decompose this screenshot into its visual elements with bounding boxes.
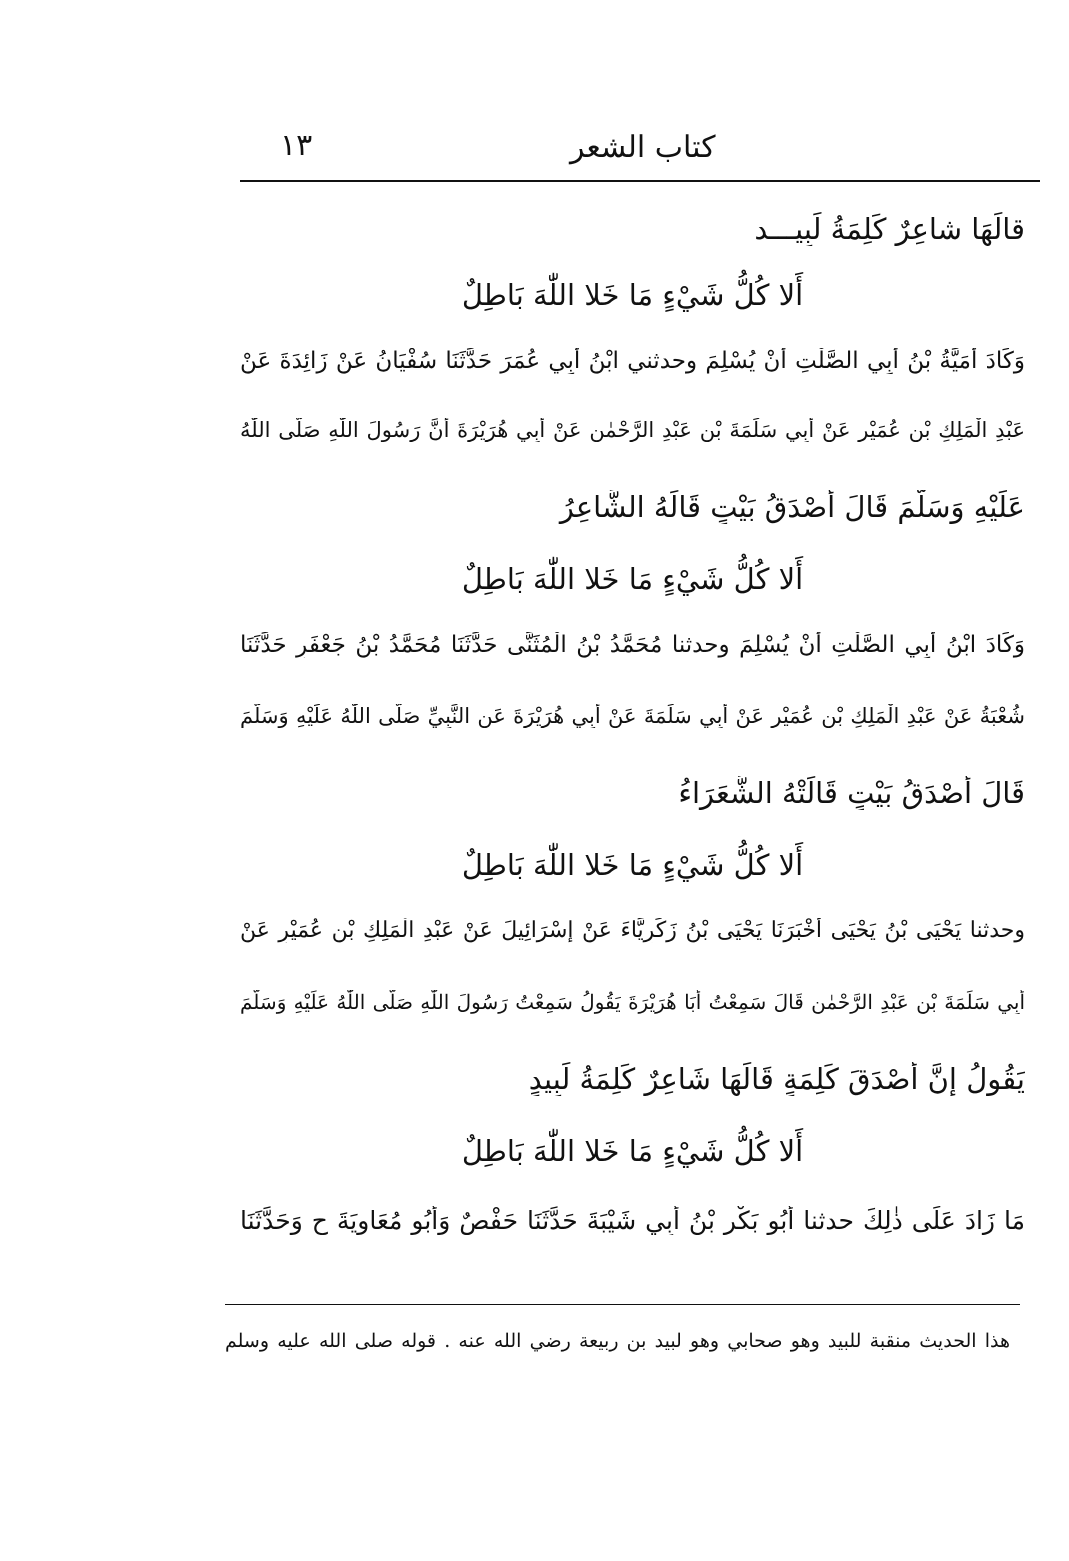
text-line: قالَهَا شاعِرٌ كَلِمَةُ لَبِيـــد (754, 212, 1025, 246)
verse-line: أَلا كُلُّ شَيْءٍ مَا خَلا اللّٰهَ بَاطِلٌ (461, 562, 804, 596)
verse-line: أَلا كُلُّ شَيْءٍ مَا خَلا اللّٰهَ بَاطِلٌ (461, 278, 804, 312)
text-line: مَا زَادَ عَلَى ذٰلِكَ حدثنا أَبُو بَكْرِ بْنُ أَبِي شَيْبَةَ حَدَّثَنَا حَفْصٌ وَأَبُو مُعَاوِيَةَ ح وَحَدَّثَنَا (240, 1206, 1025, 1235)
text-line: يَقُولُ إِنَّ أَصْدَقَ كَلِمَةٍ قَالَهَا شَاعِرٌ كَلِمَةُ لَبِيدٍ (528, 1062, 1025, 1096)
header-divider (240, 180, 1040, 182)
text-line: قَالَ أَصْدَقُ بَيْتٍ قَالَتْهُ الشُّعَرَاءُ (678, 776, 1025, 810)
text-line: شُعْبَةُ عَنْ عَبْدِ الْمَلِكِ بْنِ عُمَيْرٍ عَنْ أَبِي سَلَمَةَ عَنْ أَبِي هُرَيْرَةَ عَنِ النَّبِيِّ صَلَّى اللّٰهُ عَلَيْهِ وَسَلَّمَ (240, 704, 1025, 728)
text-line: وَكَادَ أُمَيَّةُ بْنُ أَبِي الصَّلْتِ أَنْ يُسْلِمَ وحدثني ابْنُ أَبِي عُمَرَ حَدَّثَنَا سُفْيَانُ عَنْ زَائِدَةَ عَنْ (240, 348, 1025, 374)
text-line: وَكَادَ ابْنُ أَبِي الصَّلْتِ أَنْ يُسْلِمَ وحدثنا مُحَمَّدُ بْنُ الْمُثَنَّى حَدَّثَنَا مُحَمَّدُ بْنُ جَعْفَرٍ حَدَّثَنَا (240, 632, 1025, 658)
text-line: أَبِي سَلَمَةَ بْنِ عَبْدِ الرَّحْمٰنِ قَالَ سَمِعْتُ أَبَا هُرَيْرَةَ يَقُولُ سَمِعْتُ رَسُولَ اللّٰهِ صَلَّى اللّٰهُ عَلَيْهِ وَسَلَّمَ (240, 990, 1025, 1014)
text-line: وحدثنا يَحْيَى بْنُ يَحْيَى أَخْبَرَنَا يَحْيَى بْنُ زَكَرِيَّاءَ عَنْ إِسْرَائِيلَ عَنْ عَبْدِ الْمَلِكِ بْنِ عُمَيْرٍ عَنْ (240, 918, 1025, 943)
verse-line: أَلا كُلُّ شَيْءٍ مَا خَلا اللّٰهَ بَاطِلٌ (461, 848, 804, 882)
page-header (240, 118, 1040, 178)
text-line: عَبْدِ الْمَلِكِ بْنِ عُمَيْرٍ عَنْ أَبِي سَلَمَةَ بْنِ عَبْدِ الرَّحْمٰنِ عَنْ أَبِي هُرَيْرَةَ أَنَّ رَسُولَ اللّٰهِ صَلَّى اللّٰهُ (240, 418, 1025, 442)
verse-line: أَلا كُلُّ شَيْءٍ مَا خَلا اللّٰهَ بَاطِلٌ (461, 1134, 804, 1168)
page-number: ١٣ (280, 128, 313, 163)
footnote: هذا الحديث منقبة للبيد وهو صحابي وهو لبيد بن ربيعة رضي الله عنه . قوله صلى الله عليه وسلم (225, 1330, 1010, 1352)
footnote-divider (225, 1304, 1020, 1305)
page-title: كتاب الشعر (570, 130, 716, 165)
text-line: عَلَيْهِ وَسَلَّمَ قَالَ أَصْدَقُ بَيْتٍ قَالَهُ الشَّاعِرُ (559, 490, 1025, 524)
